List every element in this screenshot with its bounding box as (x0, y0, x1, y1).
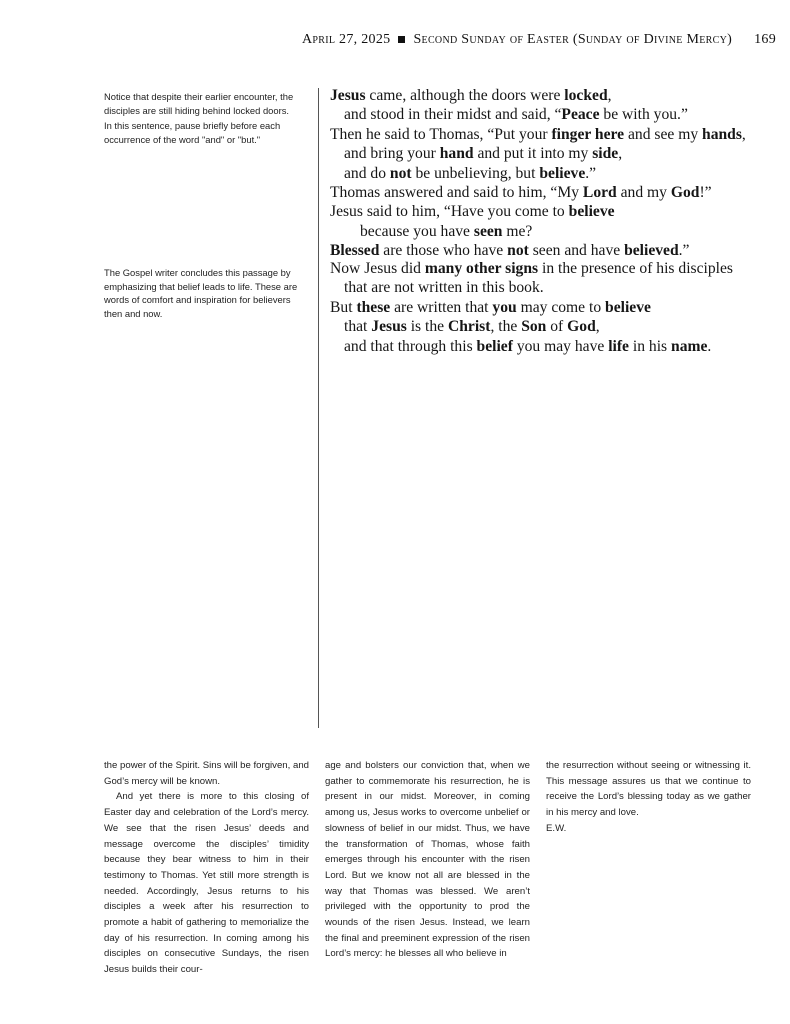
reading-line (330, 105, 770, 124)
author-initials: E.W. (546, 822, 567, 834)
emphasized-word: believe (568, 203, 615, 221)
reading-text: and that through this (344, 337, 477, 355)
reading-text: and my (616, 184, 671, 202)
emphasized-word: Lord (582, 184, 617, 202)
emphasized-word: you (492, 298, 517, 316)
reading-line (330, 202, 770, 221)
reading-line (330, 317, 770, 336)
emphasized-word: side (592, 145, 619, 163)
reading-text: !” (699, 184, 712, 202)
reading-text: you may have (512, 337, 609, 355)
commentary-column-2 (325, 758, 530, 962)
reading-text: is the (406, 318, 448, 336)
reading-text: be with you.” (599, 106, 688, 124)
emphasized-word: Jesus (371, 318, 407, 336)
emphasized-word: Jesus (330, 87, 366, 104)
reading-text: of (546, 318, 568, 336)
margin-note-1 (104, 90, 309, 149)
reading-line (330, 222, 770, 241)
reading-block-2 (330, 259, 770, 356)
reading-text: , (595, 318, 600, 336)
reading-text: Now Jesus did (330, 260, 425, 277)
reading-text: because you have (360, 222, 474, 240)
emphasized-word: believed (624, 242, 679, 260)
reading-text: me? (502, 222, 533, 240)
reading-text: in the presence of his disciples (538, 260, 733, 277)
reading-text: are written that (390, 298, 493, 316)
reading-line (330, 144, 770, 163)
page-number: 169 (754, 32, 776, 47)
header-date: April 27, 2025 (301, 32, 391, 47)
separator-square-icon (398, 36, 405, 43)
commentary-paragraph: age and bolsters our conviction that, when we gather to commemorate his resurrection, he is present in our midst. Moreover, in coming among us, Jesus works to overcome unbelief or slowness of belief in our midst. Thus, we have the transformation of Thomas, whose faith emerges through his encounter with the risen Lord. But we know not all are blessed in the way that Thomas was blessed. We aren’t privileged with the opportunity to prod the wounds of the risen Jesus. Instead, we learn the final and preeminent expression of the risen Lord’s mercy: he blesses all who believe in (325, 760, 530, 960)
running-header (120, 32, 776, 48)
commentary-column-3 (546, 758, 751, 837)
emphasized-word: name (671, 337, 708, 355)
commentary-paragraph: the resurrection without seeing or witnessing it. This message assures us that we continue to receive the Lord’s blessing today as we gather in his mercy and love. (546, 760, 751, 819)
emphasized-word: not (389, 164, 412, 182)
emphasized-word: life (608, 337, 629, 355)
reading-text: be unbelieving, but (411, 164, 540, 182)
reading-line (330, 183, 770, 202)
margin-note-2 (104, 266, 309, 323)
emphasized-word: seen (473, 222, 503, 240)
emphasized-word: believe (539, 164, 586, 182)
reading-text: and see my (624, 125, 703, 143)
reading-line (330, 241, 770, 260)
emphasized-word: locked (564, 87, 608, 104)
commentary-paragraph: the power of the Spirit. Sins will be forgiven, and God’s mercy will be known. (104, 760, 309, 787)
reading-text: and put it into my (473, 145, 593, 163)
commentary-paragraph: And yet there is more to this closing of Easter day and celebration of the Lord’s mercy. We see that the risen Jesus’ deeds and message overcome the disciples’ timidity because they bear witness to him in their testimony to Thomas. Yet still more strength is needed. Accordingly, Jesus returns to his disciples a week after his resurrection to promote a habit of gathering to memorialize the day of his resurrection. In coming among his disciples on consecutive Sundays, the risen Jesus builds their cour- (104, 791, 309, 976)
reading-text: Thomas answered and said to him, “My (330, 184, 583, 202)
header-title: Second Sunday of Easter (Sunday of Divine Mercy) (413, 32, 733, 47)
reading-block-1 (330, 86, 770, 261)
margin-note-text: In this sentence, pause briefly before each occurrence of the word "and" or "but." (104, 120, 281, 146)
emphasized-word: belief (476, 337, 513, 355)
emphasized-word: Christ (447, 318, 491, 336)
reading-text: came, although the doors were (365, 87, 565, 104)
reading-line (330, 278, 770, 297)
reading-line (330, 125, 770, 144)
reading-line (330, 259, 770, 278)
emphasized-word: hands (702, 125, 742, 143)
emphasized-word: God (670, 184, 700, 202)
emphasized-word: God (567, 318, 596, 336)
reading-text: .” (678, 242, 690, 260)
emphasized-word: hand (439, 145, 474, 163)
emphasized-word: believe (605, 298, 651, 316)
emphasized-word: not (507, 242, 529, 260)
margin-note-text: Notice that despite their earlier encounter, the disciples are still hiding behind locked doors. (104, 91, 294, 116)
reading-text: . (707, 337, 712, 355)
reading-line (330, 86, 770, 105)
vertical-divider (318, 88, 319, 728)
reading-text: Then he said to Thomas, “Put your (330, 125, 552, 143)
reading-text: Jesus said to him, “Have you come to (330, 203, 569, 221)
reading-text: in his (628, 337, 672, 355)
emphasized-word: Blessed (330, 242, 380, 260)
emphasized-word: Peace (561, 106, 600, 124)
commentary-column-1 (104, 758, 309, 978)
reading-text: and bring your (344, 145, 440, 163)
reading-text: But (330, 298, 357, 316)
reading-text: .” (585, 164, 597, 182)
reading-text: , (607, 87, 612, 104)
reading-text: are those who have (379, 242, 508, 260)
reading-text: seen and have (528, 242, 625, 260)
reading-text: that (344, 318, 372, 336)
reading-text: may come to (516, 298, 606, 316)
reading-line (330, 298, 770, 317)
reading-text: and stood in their midst and said, “ (344, 106, 562, 124)
reading-text: , (741, 125, 746, 143)
emphasized-word: finger here (551, 125, 625, 143)
reading-text: , the (490, 318, 522, 336)
reading-line (330, 337, 770, 356)
reading-text: that are not written in this book. (344, 279, 544, 297)
reading-text: and do (344, 164, 390, 182)
emphasized-word: many other signs (424, 260, 539, 277)
margin-note-text: The Gospel writer concludes this passage by emphasizing that belief leads to life. These are words of comfort and inspiration for believers then and now. (104, 267, 298, 320)
emphasized-word: Son (521, 318, 547, 336)
reading-text: , (618, 145, 623, 163)
emphasized-word: these (356, 298, 391, 316)
reading-line (330, 164, 770, 183)
